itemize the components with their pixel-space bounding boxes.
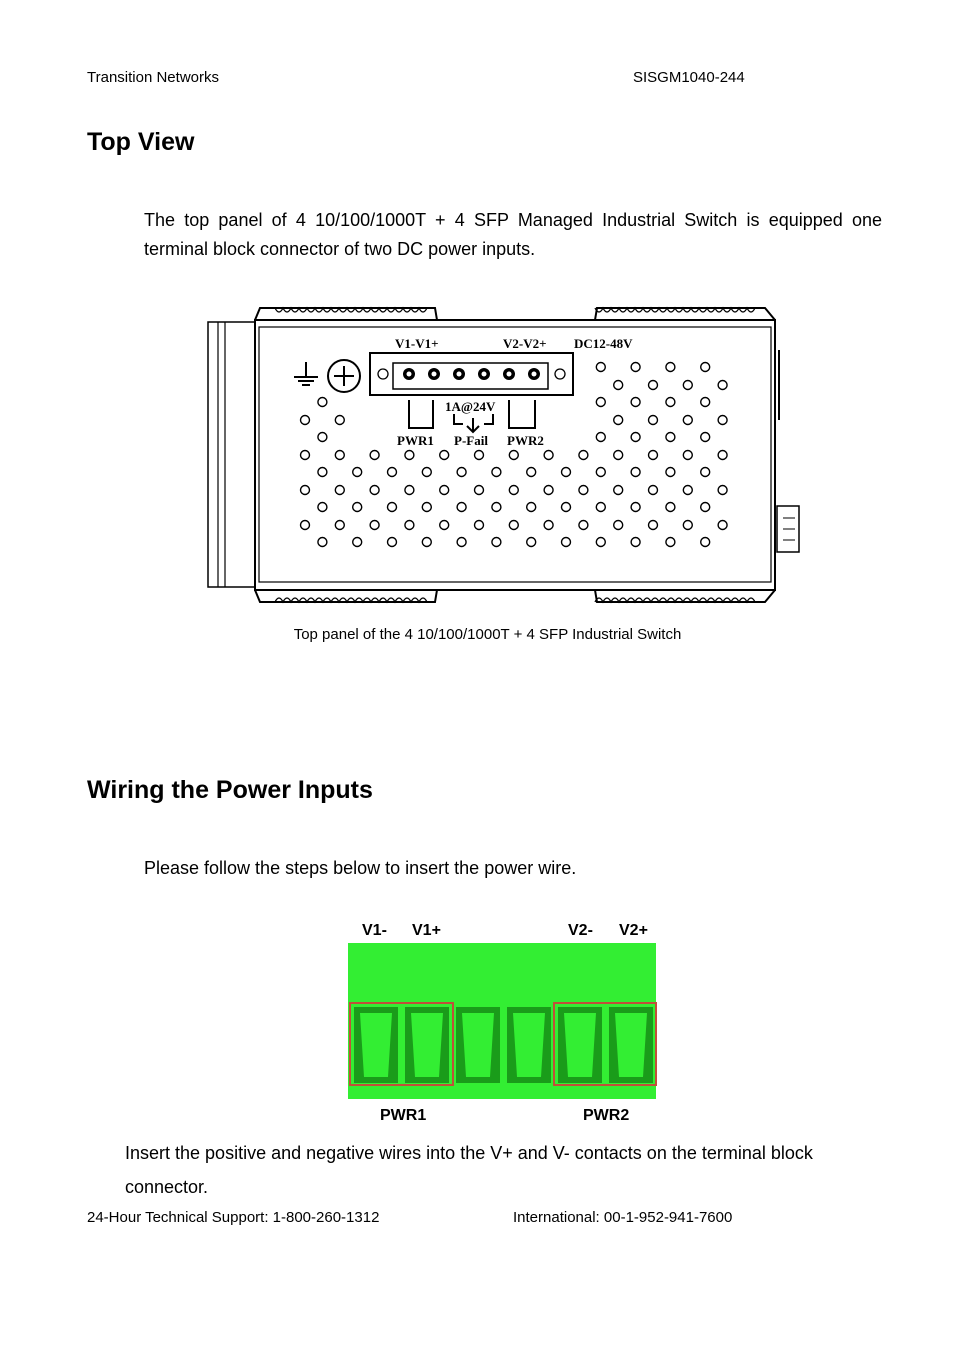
- vent-hole: [614, 521, 623, 530]
- vent-hole: [631, 538, 640, 547]
- vent-hole: [527, 468, 536, 477]
- vent-hole: [596, 503, 605, 512]
- terminal-contact: [472, 1037, 484, 1059]
- vent-hole: [353, 468, 362, 477]
- label-v1: V1-V1+: [395, 336, 439, 351]
- vent-hole: [353, 503, 362, 512]
- vent-hole: [422, 468, 431, 477]
- vent-hole: [666, 363, 675, 372]
- terminal-block-diagram: [340, 915, 665, 1130]
- vent-hole: [649, 521, 658, 530]
- vent-hole: [492, 538, 501, 547]
- vent-hole: [335, 521, 344, 530]
- vent-hole: [475, 486, 484, 495]
- vent-hole: [701, 503, 710, 512]
- vent-hole: [527, 503, 536, 512]
- header-model: SISGM1040-244: [633, 69, 745, 86]
- vent-hole: [457, 468, 466, 477]
- vent-hole: [388, 503, 397, 512]
- vent-hole: [631, 363, 640, 372]
- vent-hole: [370, 521, 379, 530]
- vent-hole: [422, 503, 431, 512]
- vent-hole: [631, 398, 640, 407]
- vent-hole: [562, 538, 571, 547]
- vent-hole: [718, 521, 727, 530]
- vent-hole: [405, 451, 414, 460]
- vent-hole: [318, 538, 327, 547]
- vent-hole: [353, 538, 362, 547]
- vent-hole: [422, 538, 431, 547]
- vent-hole: [370, 486, 379, 495]
- vent-hole: [527, 538, 536, 547]
- footer-support: 24-Hour Technical Support: 1-800-260-1312: [87, 1209, 380, 1226]
- vent-hole: [544, 486, 553, 495]
- vent-hole: [596, 538, 605, 547]
- vent-hole: [666, 433, 675, 442]
- vent-hole: [614, 416, 623, 425]
- header-company: Transition Networks: [87, 69, 219, 86]
- vent-hole: [614, 381, 623, 390]
- wiring-instruction: Insert the positive and negative wires into the V+ and V- contacts on the terminal block connector.: [125, 1143, 813, 1197]
- vent-hole: [666, 503, 675, 512]
- vent-hole: [718, 451, 727, 460]
- vent-hole: [475, 521, 484, 530]
- vent-hole: [562, 468, 571, 477]
- label-pwr2: PWR2: [507, 433, 544, 448]
- vent-hole: [301, 486, 310, 495]
- vent-hole: [388, 538, 397, 547]
- vent-hole: [649, 451, 658, 460]
- terminal-contact: [574, 1037, 586, 1059]
- vent-hole: [649, 486, 658, 495]
- footer-international: International: 00-1-952-941-7600: [513, 1209, 733, 1226]
- terminal-contact: [625, 1037, 637, 1059]
- vent-hole: [649, 381, 658, 390]
- vent-hole: [475, 451, 484, 460]
- vent-hole: [388, 468, 397, 477]
- vent-hole: [666, 538, 675, 547]
- vent-hole: [718, 416, 727, 425]
- vent-hole: [701, 433, 710, 442]
- wiring-intro: Please follow the steps below to insert the power wire.: [144, 858, 577, 878]
- label-v2-minus: V2-: [568, 922, 593, 939]
- vent-hole: [631, 468, 640, 477]
- vent-hole: [683, 381, 692, 390]
- label-v1-minus: V1-: [362, 922, 387, 939]
- label-terminal-pwr1: PWR1: [380, 1107, 427, 1124]
- vent-hole: [596, 363, 605, 372]
- label-relay-rating: 1A@24V: [445, 399, 496, 414]
- vent-hole: [596, 468, 605, 477]
- vent-hole: [509, 486, 518, 495]
- vent-hole: [544, 521, 553, 530]
- label-v2-plus: V2+: [619, 922, 648, 939]
- section-title-top-view: Top View: [87, 128, 195, 156]
- vent-hole: [579, 486, 588, 495]
- vent-hole: [683, 416, 692, 425]
- vent-hole: [701, 363, 710, 372]
- vent-hole: [335, 416, 344, 425]
- vent-hole: [318, 398, 327, 407]
- terminal-contact: [370, 1037, 382, 1059]
- vent-hole: [335, 451, 344, 460]
- vent-hole: [492, 468, 501, 477]
- vent-hole: [405, 521, 414, 530]
- label-terminal-pwr2: PWR2: [583, 1107, 630, 1124]
- label-v1-plus: V1+: [412, 922, 441, 939]
- vent-hole: [457, 538, 466, 547]
- vent-hole: [301, 451, 310, 460]
- top-panel-diagram: [205, 300, 805, 610]
- vent-hole: [614, 451, 623, 460]
- vent-hole: [718, 381, 727, 390]
- section-title-wiring: Wiring the Power Inputs: [87, 776, 373, 804]
- vent-hole: [701, 398, 710, 407]
- vent-hole: [701, 538, 710, 547]
- vent-hole: [701, 468, 710, 477]
- vent-hole: [631, 433, 640, 442]
- vent-hole: [457, 503, 466, 512]
- label-v2: V2-V2+: [503, 336, 547, 351]
- vent-hole: [666, 398, 675, 407]
- vent-hole: [509, 521, 518, 530]
- top-view-paragraph: The top panel of 4 10/100/1000T + 4 SFP Managed Industrial Switch is equipped one terminal block connector of two DC power inputs.: [144, 210, 882, 259]
- vent-hole: [509, 451, 518, 460]
- vent-hole: [440, 521, 449, 530]
- vent-hole: [562, 503, 571, 512]
- vent-hole: [666, 468, 675, 477]
- vent-hole: [318, 468, 327, 477]
- vent-hole: [318, 433, 327, 442]
- vent-hole: [614, 486, 623, 495]
- vent-hole: [683, 451, 692, 460]
- vent-hole: [631, 503, 640, 512]
- vent-hole: [683, 521, 692, 530]
- top-panel-caption: Top panel of the 4 10/100/1000T + 4 SFP Industrial Switch: [293, 626, 682, 643]
- vent-hole: [335, 486, 344, 495]
- vent-hole: [718, 486, 727, 495]
- label-pwr1: PWR1: [397, 433, 434, 448]
- vent-hole: [492, 503, 501, 512]
- vent-hole: [301, 416, 310, 425]
- vent-hole: [301, 521, 310, 530]
- vent-hole: [579, 451, 588, 460]
- vent-hole: [683, 486, 692, 495]
- vent-hole: [649, 416, 658, 425]
- vent-hole: [440, 486, 449, 495]
- label-dc-range: DC12-48V: [574, 336, 633, 351]
- vent-hole: [405, 486, 414, 495]
- vent-hole: [370, 451, 379, 460]
- vent-hole: [596, 433, 605, 442]
- vent-hole: [318, 503, 327, 512]
- terminal-contact: [523, 1037, 535, 1059]
- label-p-fail: P-Fail: [454, 433, 488, 448]
- vent-hole: [544, 451, 553, 460]
- vent-hole: [579, 521, 588, 530]
- terminal-contact: [421, 1037, 433, 1059]
- vent-hole: [440, 451, 449, 460]
- vent-hole: [596, 398, 605, 407]
